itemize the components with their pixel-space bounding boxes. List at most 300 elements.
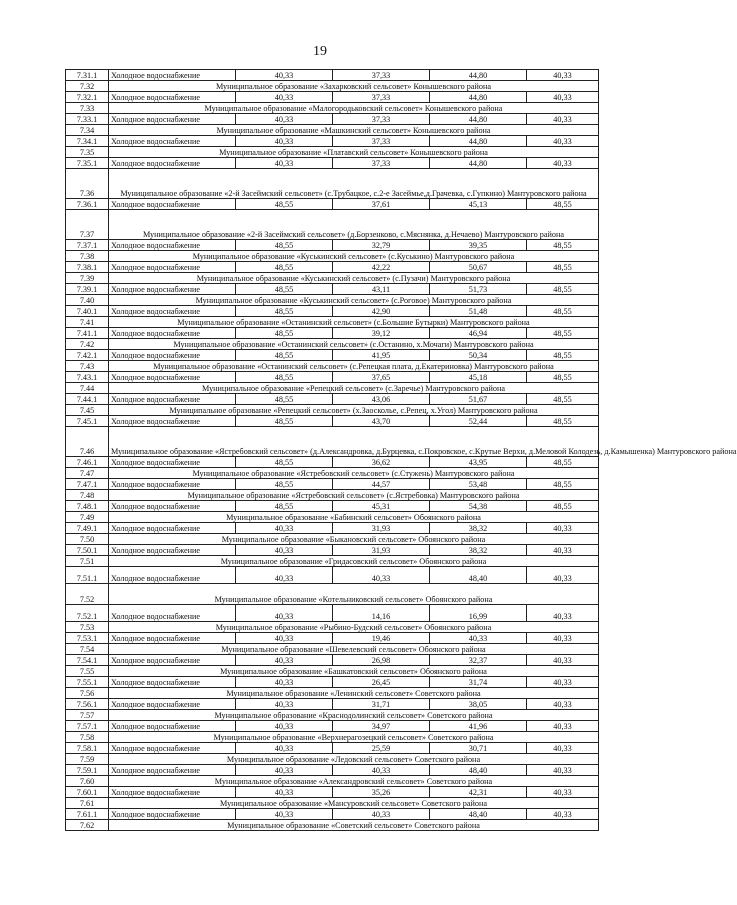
value-3: 48,40 [430,567,527,584]
value-1: 40,33 [236,158,333,169]
row-number: 7.39.1 [66,284,109,295]
value-1: 40,33 [236,136,333,147]
table-row [66,136,599,147]
value-3: 32,37 [430,655,527,666]
value-3: 51,48 [430,306,527,317]
value-1: 40,33 [236,70,333,81]
service-name: Холодное водоснабжение [109,394,236,405]
value-2: 40,33 [333,809,430,820]
row-number: 7.52 [66,584,109,605]
value-4: 40,33 [527,136,599,147]
row-number: 7.42.1 [66,350,109,361]
municipality-header-row [66,383,599,394]
municipality-name: Муниципальное образование «Верхнерагозецкий сельсовет» Советского района [109,732,599,743]
service-name: Холодное водоснабжение [109,199,236,210]
service-name: Холодное водоснабжение [109,114,236,125]
value-3: 38,05 [430,699,527,710]
municipality-header-row [66,81,599,92]
value-1: 48,55 [236,372,333,383]
row-number: 7.51.1 [66,567,109,584]
value-3: 53,48 [430,479,527,490]
municipality-name: Муниципальное образование «Репецкий сельсовет» (х.Заосколье, с.Репец, х.Угол) Мантуровского района [109,405,599,416]
value-4: 40,33 [527,787,599,798]
row-number: 7.59.1 [66,765,109,776]
value-3: 51,67 [430,394,527,405]
value-3: 44,80 [430,114,527,125]
value-2: 42,22 [333,262,430,273]
value-4: 40,33 [527,114,599,125]
value-4: 48,55 [527,240,599,251]
table-row [66,605,599,622]
municipality-header-row [66,427,599,457]
municipality-header-row [66,468,599,479]
value-3: 43,95 [430,457,527,468]
value-1: 48,55 [236,284,333,295]
municipality-name: Муниципальное образование «Рыбино-Будский сельсовет» Обоянского района [109,622,599,633]
value-1: 40,33 [236,655,333,666]
table-row [66,699,599,710]
service-name: Холодное водоснабжение [109,92,236,103]
municipality-name: Муниципальное образование «Ленинский сельсовет» Советского района [109,688,599,699]
value-2: 35,26 [333,787,430,798]
value-4: 40,33 [527,809,599,820]
row-number: 7.32.1 [66,92,109,103]
row-number: 7.37 [66,210,109,240]
row-number: 7.49.1 [66,523,109,534]
table-row [66,787,599,798]
value-1: 40,33 [236,605,333,622]
row-number: 7.40 [66,295,109,306]
service-name: Холодное водоснабжение [109,284,236,295]
value-3: 45,18 [430,372,527,383]
value-3: 38,32 [430,545,527,556]
value-4: 40,33 [527,699,599,710]
value-4: 40,33 [527,70,599,81]
service-name: Холодное водоснабжение [109,457,236,468]
row-number: 7.43.1 [66,372,109,383]
table-row [66,199,599,210]
municipality-header-row [66,584,599,605]
municipality-header-row [66,798,599,809]
municipality-name: Муниципальное образование «Шевелевский сельсовет» Обоянского района [109,644,599,655]
service-name: Холодное водоснабжение [109,743,236,754]
value-4: 48,55 [527,284,599,295]
value-2: 26,45 [333,677,430,688]
municipality-name: Муниципальное образование «Советский сельсовет» Советского района [109,820,599,831]
municipality-header-row [66,169,599,199]
value-1: 48,55 [236,328,333,339]
row-number: 7.44 [66,383,109,394]
value-3: 51,73 [430,284,527,295]
value-2: 37,33 [333,158,430,169]
value-2: 43,70 [333,416,430,427]
municipality-header-row [66,103,599,114]
value-1: 40,33 [236,809,333,820]
row-number: 7.56.1 [66,699,109,710]
table-row [66,92,599,103]
row-number: 7.40.1 [66,306,109,317]
row-number: 7.61 [66,798,109,809]
value-4: 40,33 [527,633,599,644]
value-2: 40,33 [333,765,430,776]
municipality-header-row [66,820,599,831]
row-number: 7.31.1 [66,70,109,81]
value-2: 43,06 [333,394,430,405]
service-name: Холодное водоснабжение [109,677,236,688]
table-row [66,655,599,666]
row-number: 7.62 [66,820,109,831]
value-4: 48,55 [527,501,599,512]
municipality-header-row [66,295,599,306]
municipality-header-row [66,534,599,545]
service-name: Холодное водоснабжение [109,158,236,169]
value-4: 40,33 [527,765,599,776]
table-row [66,501,599,512]
value-3: 16,99 [430,605,527,622]
tariff-table [65,69,737,831]
row-number: 7.32 [66,81,109,92]
table-row [66,306,599,317]
service-name: Холодное водоснабжение [109,240,236,251]
value-3: 30,71 [430,743,527,754]
value-2: 37,65 [333,372,430,383]
row-number: 7.38.1 [66,262,109,273]
municipality-name: Муниципальное образование «Захарковский сельсовет» Конышевского района [109,81,599,92]
row-number: 7.59 [66,754,109,765]
row-number: 7.57.1 [66,721,109,732]
table-row [66,416,599,427]
value-4: 40,33 [527,721,599,732]
municipality-name: Муниципальное образование «Останинский сельсовет» (с.Останино, х.Мочаги) Мантуровского района [109,339,599,350]
municipality-name: Муниципальное образование «Башкатовский сельсовет» Обоянского района [109,666,599,677]
value-3: 48,40 [430,765,527,776]
municipality-name: Муниципальное образование «Машкинский сельсовет» Конышевского района [109,125,599,136]
row-number: 7.52.1 [66,605,109,622]
value-1: 40,33 [236,633,333,644]
table-row [66,70,599,81]
row-number: 7.61.1 [66,809,109,820]
row-number: 7.46.1 [66,457,109,468]
municipality-name: Муниципальное образование «Быкановский сельсовет» Обоянского района [109,534,599,545]
value-3: 42,31 [430,787,527,798]
value-3: 52,44 [430,416,527,427]
value-4: 48,55 [527,457,599,468]
row-number: 7.33.1 [66,114,109,125]
table-row [66,114,599,125]
row-number: 7.42 [66,339,109,350]
municipality-name: Муниципальное образование «2-й Засеймский сельсовет» (д.Борзенково, с.Мяснянка, д.Нечаево) Мантуровского района [109,210,599,240]
municipality-header-row [66,512,599,523]
value-1: 48,55 [236,501,333,512]
value-2: 32,79 [333,240,430,251]
row-number: 7.53 [66,622,109,633]
row-number: 7.58 [66,732,109,743]
value-2: 37,33 [333,92,430,103]
row-number: 7.34.1 [66,136,109,147]
service-name: Холодное водоснабжение [109,372,236,383]
table-row [66,545,599,556]
value-1: 48,55 [236,262,333,273]
value-1: 40,33 [236,567,333,584]
municipality-name: Муниципальное образование «Репецкий сельсовет» (с.Заречье) Мантуровского района [109,383,599,394]
municipality-name: Муниципальное образование «Бабинский сельсовет» Обоянского района [109,512,599,523]
value-2: 36,62 [333,457,430,468]
value-2: 31,93 [333,523,430,534]
service-name: Холодное водоснабжение [109,605,236,622]
row-number: 7.58.1 [66,743,109,754]
value-4: 48,55 [527,350,599,361]
service-name: Холодное водоснабжение [109,787,236,798]
table-row [66,677,599,688]
row-number: 7.55.1 [66,677,109,688]
municipality-header-row [66,210,599,240]
value-2: 44,57 [333,479,430,490]
municipality-header-row [66,622,599,633]
value-2: 42,90 [333,306,430,317]
table-row [66,328,599,339]
value-2: 40,33 [333,567,430,584]
value-1: 48,55 [236,350,333,361]
value-3: 39,35 [430,240,527,251]
value-4: 48,55 [527,306,599,317]
value-4: 40,33 [527,655,599,666]
municipality-header-row [66,732,599,743]
value-3: 44,80 [430,158,527,169]
municipality-name: Муниципальное образование «Александровский сельсовет» Советского района [109,776,599,787]
table-row [66,809,599,820]
service-name: Холодное водоснабжение [109,479,236,490]
value-1: 48,55 [236,394,333,405]
municipality-name: Муниципальное образование «Ястребовский сельсовет» (с.Ястребовка) Мантуровского района [109,490,599,501]
service-name: Холодное водоснабжение [109,328,236,339]
service-name: Холодное водоснабжение [109,70,236,81]
value-2: 31,71 [333,699,430,710]
row-number: 7.49 [66,512,109,523]
table-row [66,350,599,361]
value-4: 48,55 [527,479,599,490]
row-number: 7.37.1 [66,240,109,251]
value-3: 44,80 [430,92,527,103]
row-number: 7.35 [66,147,109,158]
value-4: 40,33 [527,158,599,169]
municipality-name: Муниципальное образование «Котельниковский сельсовет» Обоянского района [109,584,599,605]
value-1: 40,33 [236,699,333,710]
row-number: 7.60.1 [66,787,109,798]
row-number: 7.51 [66,556,109,567]
service-name: Холодное водоснабжение [109,262,236,273]
value-2: 45,31 [333,501,430,512]
value-2: 43,11 [333,284,430,295]
row-number: 7.41.1 [66,328,109,339]
row-number: 7.35.1 [66,158,109,169]
value-1: 48,55 [236,199,333,210]
municipality-header-row [66,666,599,677]
value-2: 37,33 [333,136,430,147]
value-1: 48,55 [236,479,333,490]
value-3: 31,74 [430,677,527,688]
municipality-header-row [66,273,599,284]
value-4: 48,55 [527,328,599,339]
value-1: 48,55 [236,306,333,317]
value-4: 48,55 [527,199,599,210]
value-4: 48,55 [527,372,599,383]
row-number: 7.36.1 [66,199,109,210]
table-row [66,158,599,169]
row-number: 7.46 [66,427,109,457]
value-4: 40,33 [527,605,599,622]
service-name: Холодное водоснабжение [109,765,236,776]
table-row [66,284,599,295]
value-1: 40,33 [236,523,333,534]
value-1: 40,33 [236,787,333,798]
value-3: 40,33 [430,633,527,644]
row-number: 7.54.1 [66,655,109,666]
municipality-name: Муниципальное образование «Ледовский сельсовет» Советского района [109,754,599,765]
municipality-name: Муниципальное образование «Гридасовский сельсовет» Обоянского района [109,556,599,567]
row-number: 7.47.1 [66,479,109,490]
row-number: 7.57 [66,710,109,721]
row-number: 7.38 [66,251,109,262]
row-number: 7.45 [66,405,109,416]
municipality-name: Муниципальное образование «Краснодолинский сельсовет» Советского района [109,710,599,721]
municipality-header-row [66,776,599,787]
value-1: 48,55 [236,416,333,427]
row-number: 7.47 [66,468,109,479]
service-name: Холодное водоснабжение [109,523,236,534]
value-3: 46,94 [430,328,527,339]
service-name: Холодное водоснабжение [109,809,236,820]
value-1: 40,33 [236,765,333,776]
row-number: 7.41 [66,317,109,328]
value-4: 40,33 [527,545,599,556]
municipality-name: Муниципальное образование «Платавский сельсовет» Конышевского района [109,147,599,158]
municipality-header-row [66,147,599,158]
value-3: 44,80 [430,136,527,147]
service-name: Холодное водоснабжение [109,501,236,512]
row-number: 7.34 [66,125,109,136]
municipality-header-row [66,490,599,501]
table-row [66,743,599,754]
value-3: 41,96 [430,721,527,732]
municipality-header-row [66,251,599,262]
page-number: 19 [313,44,327,59]
row-number: 7.39 [66,273,109,284]
service-name: Холодное водоснабжение [109,136,236,147]
row-number: 7.50 [66,534,109,545]
row-number: 7.56 [66,688,109,699]
value-2: 19,46 [333,633,430,644]
municipality-header-row [66,361,599,372]
value-1: 40,33 [236,92,333,103]
service-name: Холодное водоснабжение [109,545,236,556]
service-name: Холодное водоснабжение [109,655,236,666]
municipality-header-row [66,688,599,699]
service-name: Холодное водоснабжение [109,721,236,732]
row-number: 7.36 [66,169,109,199]
municipality-header-row [66,754,599,765]
row-number: 7.54 [66,644,109,655]
municipality-header-row [66,405,599,416]
value-3: 48,40 [430,809,527,820]
value-4: 48,55 [527,416,599,427]
municipality-name: Муниципальное образование «Ястребовский сельсовет» (д.Александровка, д.Бурцевка, с.Покровское, с.Крутые Верхи, д.Меловой Колодезь, д.Камышенка) Мантуровского района [109,427,599,457]
value-4: 40,33 [527,743,599,754]
row-number: 7.33 [66,103,109,114]
value-2: 14,16 [333,605,430,622]
row-number: 7.48 [66,490,109,501]
value-2: 37,33 [333,70,430,81]
value-3: 54,38 [430,501,527,512]
value-4: 40,33 [527,567,599,584]
table-row [66,372,599,383]
value-1: 40,33 [236,743,333,754]
table-row [66,240,599,251]
table-row [66,457,599,468]
row-number: 7.45.1 [66,416,109,427]
table-row [66,567,599,584]
value-1: 48,55 [236,240,333,251]
municipality-name: Муниципальное образование «Останинский сельсовет» (с.Репецкая плата, д.Екатериновка) Мантуровского района [109,361,599,372]
municipality-name: Муниципальное образование «Мансуровский сельсовет» Советского района [109,798,599,809]
value-3: 44,80 [430,70,527,81]
value-2: 39,12 [333,328,430,339]
table-row [66,633,599,644]
service-name: Холодное водоснабжение [109,699,236,710]
municipality-name: Муниципальное образование «Останинский сельсовет» (с.Большие Бутырки) Мантуровского района [109,317,599,328]
table-row [66,479,599,490]
municipality-name: Муниципальное образование «Куськинский сельсовет» (с.Роговое) Мантуровского района [109,295,599,306]
table-row [66,394,599,405]
service-name: Холодное водоснабжение [109,350,236,361]
municipality-header-row [66,556,599,567]
value-1: 40,33 [236,677,333,688]
value-2: 34,97 [333,721,430,732]
value-1: 40,33 [236,114,333,125]
value-3: 38,32 [430,523,527,534]
municipality-name: Муниципальное образование «Ястребовский сельсовет» (с.Стужень) Мантуровского района [109,468,599,479]
table-row [66,765,599,776]
value-4: 40,33 [527,92,599,103]
value-1: 48,55 [236,457,333,468]
value-4: 40,33 [527,677,599,688]
value-4: 48,55 [527,262,599,273]
value-2: 37,61 [333,199,430,210]
value-2: 37,33 [333,114,430,125]
row-number: 7.44.1 [66,394,109,405]
row-number: 7.53.1 [66,633,109,644]
value-2: 41,95 [333,350,430,361]
municipality-header-row [66,125,599,136]
value-3: 50,67 [430,262,527,273]
row-number: 7.50.1 [66,545,109,556]
table-row [66,721,599,732]
row-number: 7.60 [66,776,109,787]
value-3: 50,34 [430,350,527,361]
municipality-name: Муниципальное образование «Малогородьковский сельсовет» Конышевского района [109,103,599,114]
municipality-header-row [66,644,599,655]
value-3: 45,13 [430,199,527,210]
value-2: 25,59 [333,743,430,754]
row-number: 7.43 [66,361,109,372]
municipality-header-row [66,317,599,328]
municipality-name: Муниципальное образование «Куськинский сельсовет» (с.Пузачи) Мантуровского района [109,273,599,284]
table-row [66,523,599,534]
value-1: 40,33 [236,545,333,556]
value-2: 26,98 [333,655,430,666]
table-row [66,262,599,273]
service-name: Холодное водоснабжение [109,567,236,584]
municipality-name: Муниципальное образование «Куськинский сельсовет» (с.Куськино) Мантуровского района [109,251,599,262]
